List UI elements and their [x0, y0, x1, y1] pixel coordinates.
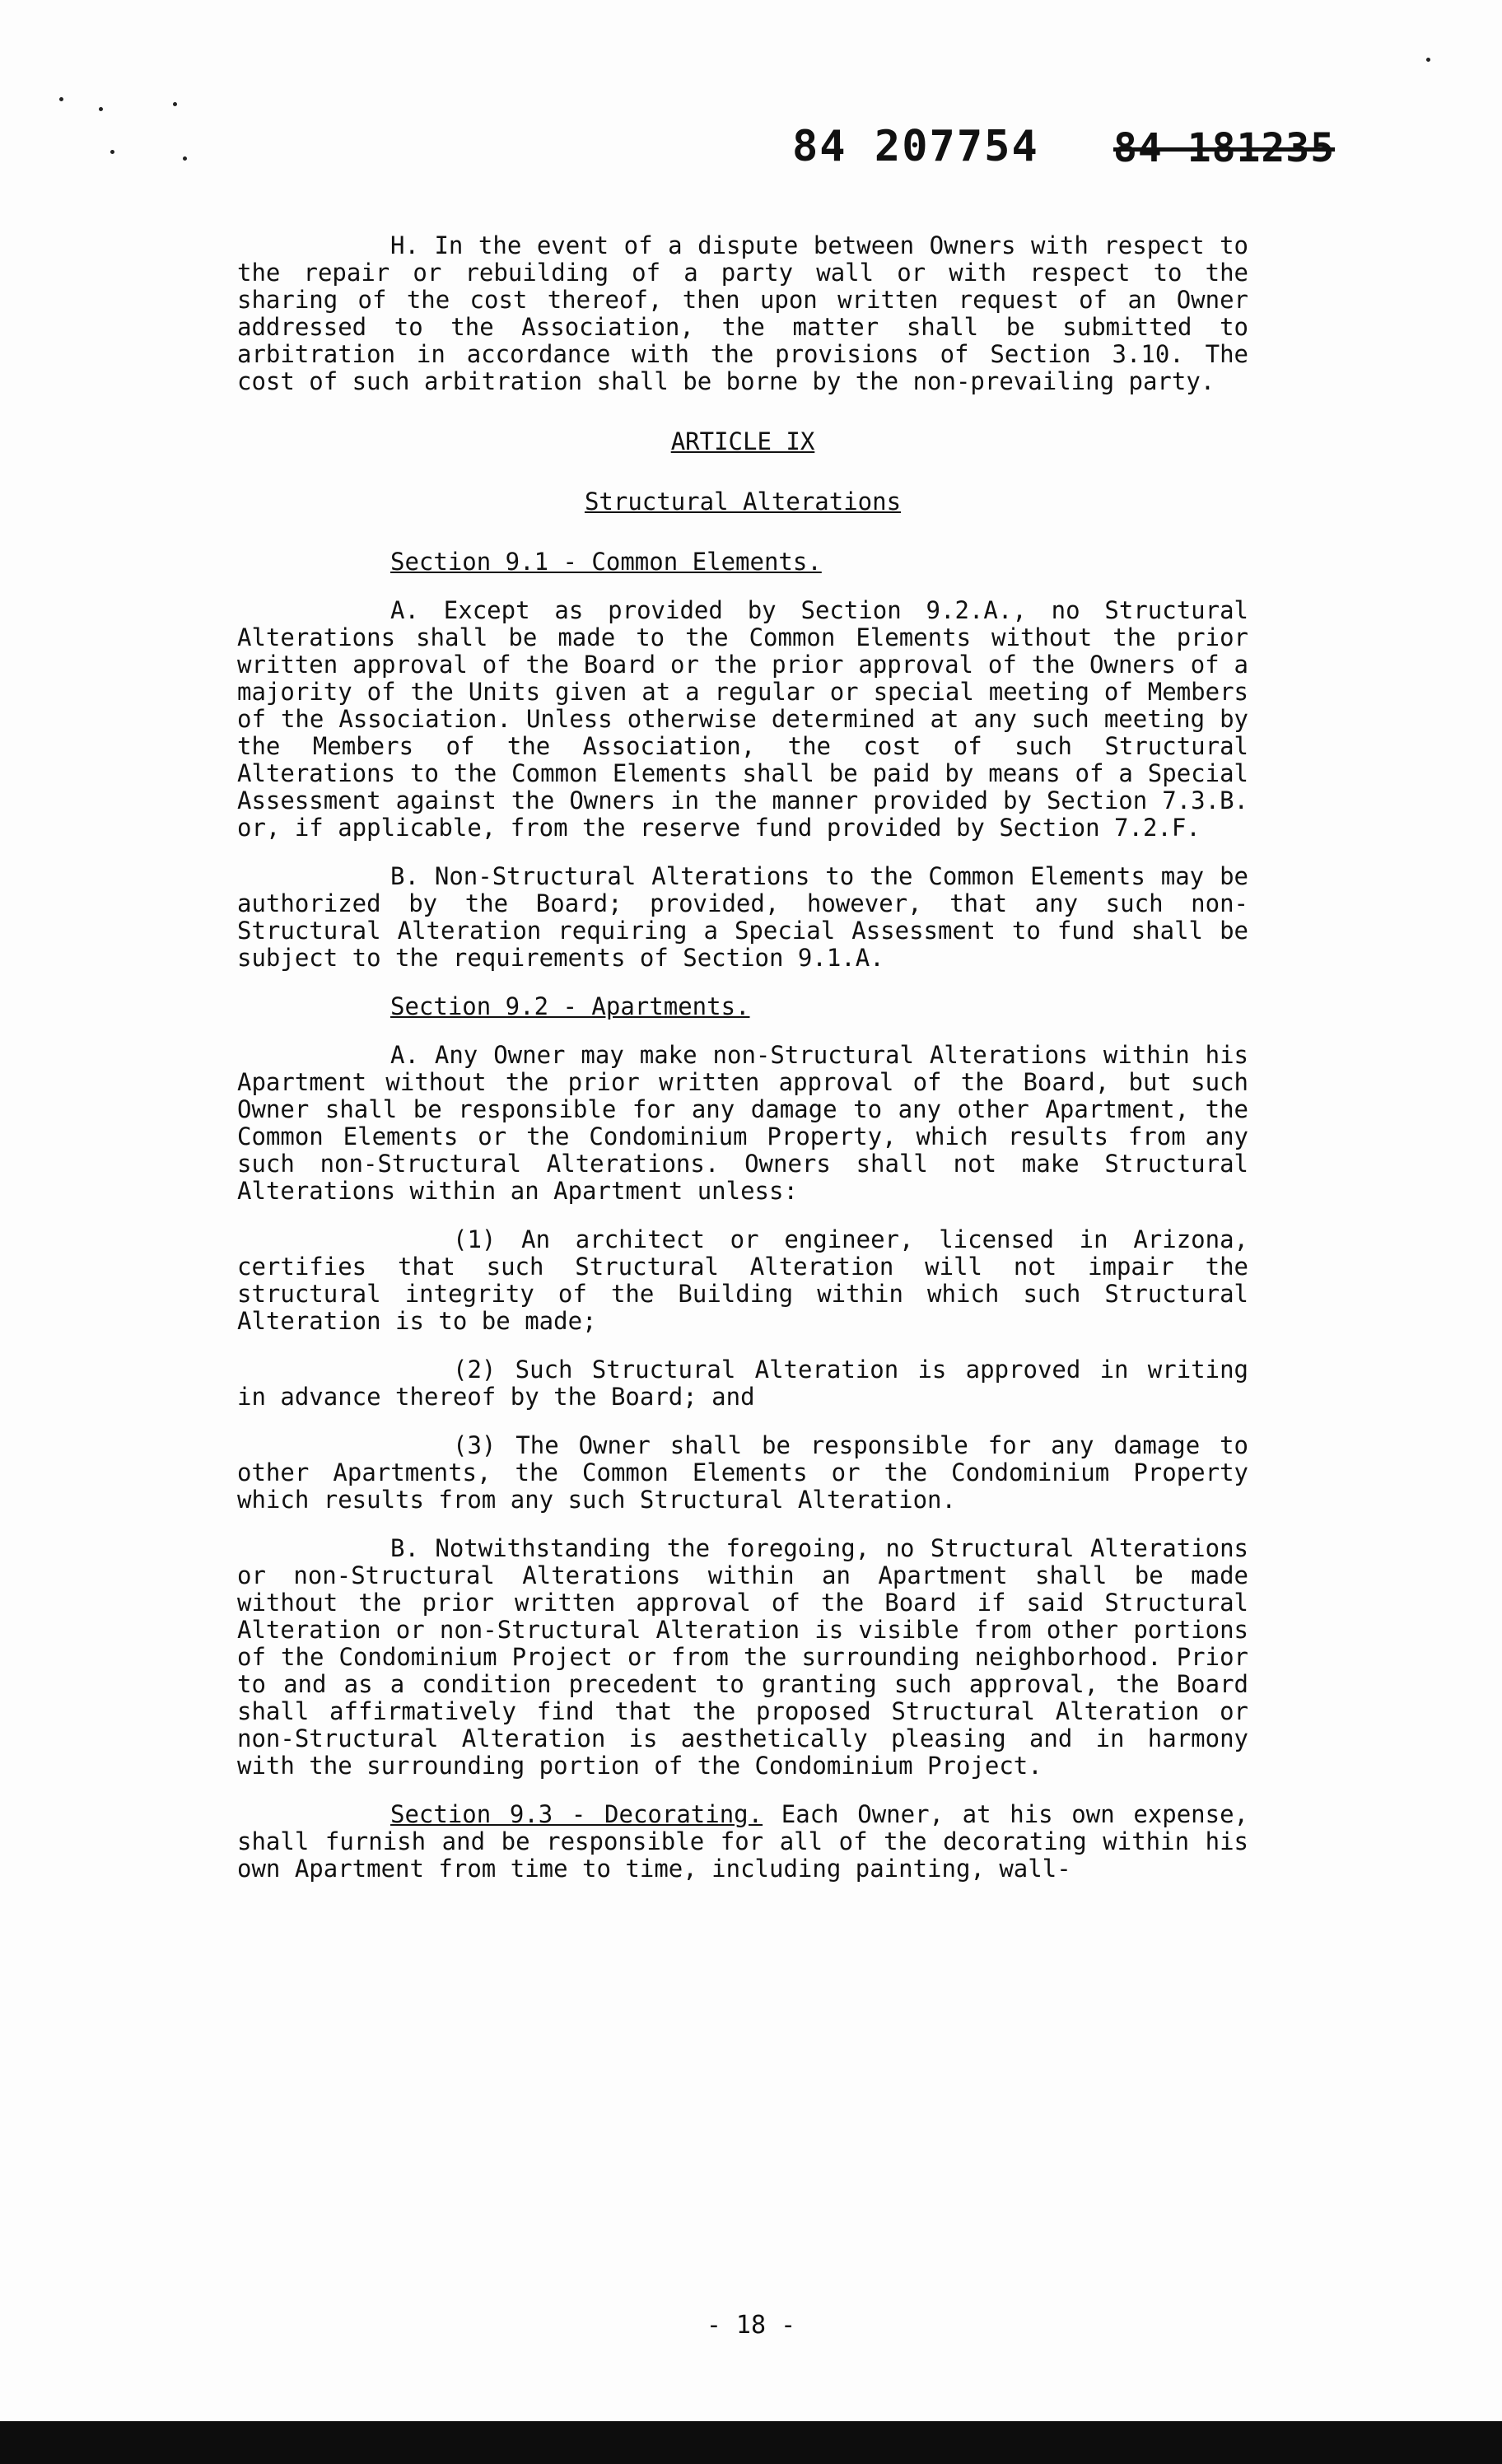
document-body: [237, 232, 1248, 1883]
section-9-2-heading: Section 9.2 - Apartments.: [390, 992, 750, 1020]
section-9-2-paragraph-a: A. Any Owner may make non-Structural Alterations within his Apartment without the prior written approval of the Board, but such Owner shall be responsible for any damage to any other Apartment, the Common Elements or the Condominium Property, which results from any such non-Structural Alterations. Owners shall not make Structural Alterations within an Apartment unless:: [237, 1041, 1248, 1205]
article-title: Structural Alterations: [584, 488, 902, 516]
scan-speck: [59, 97, 63, 101]
scan-speck: [110, 150, 114, 154]
scan-speck: [99, 107, 103, 111]
section-9-2-item-3: (3) The Owner shall be responsible for any damage to other Apartments, the Common Elements or the Condominium Property which results from any such Structural Alteration.: [237, 1431, 1248, 1514]
scan-bottom-border: [0, 2421, 1502, 2464]
paragraph-h: H. In the event of a dispute between Owners with respect to the repair or rebuilding of a party wall or with respect to the sharing of the cost thereof, then upon written request of an Owner addressed to the Association, the matter shall be submitted to arbitration in accordance with the provisions of Section 3.10. The cost of such arbitration shall be borne by the non-prevailing party.: [237, 231, 1248, 395]
section-9-3-text: Each Owner, at his own expense, shall furnish and be responsible for all of the decorating within his own Apartment from time to time, including painting, wall-: [237, 1800, 1248, 1883]
section-9-2-paragraph-b: B. Notwithstanding the foregoing, no Structural Alterations or non-Structural Alterations within an Apartment shall be made without the prior written approval of the Board if said Structural Alteration or non-Structural Alteration is visible from other portions of the Condominium Project or from the surrounding neighborhood. Prior to and as a condition precedent to granting such approval, the Board shall affirmatively find that the proposed Structural Alteration or non-Structural Alteration is aesthetically pleasing and in harmony with the surrounding portion of the Condominium Project.: [237, 1534, 1248, 1780]
scan-speck: [173, 102, 177, 106]
scan-speck: [1426, 58, 1430, 62]
section-9-3-heading: Section 9.3 - Decorating.: [390, 1800, 763, 1828]
section-9-1-heading: Section 9.1 - Common Elements.: [390, 548, 822, 576]
section-9-1-paragraph-b: B. Non-Structural Alterations to the Common Elements may be authorized by the Board; provided, however, that any such non-Structural Alteration requiring a Special Assessment to fund shall be subject to the requirements of Section 9.1.A.: [237, 862, 1248, 972]
section-9-3-paragraph: [237, 1801, 1248, 1883]
page-number: - 18 -: [706, 2311, 796, 2340]
article-number: ARTICLE IX: [670, 427, 815, 455]
section-9-1-paragraph-a: A. Except as provided by Section 9.2.A., no Structural Alterations shall be made to the Common Elements without the prior written approval of the Board or the prior approval of the Owners of a majority of the Units given at a regular or special meeting of Members of the Association. Unless otherwise determined at any such meeting by the Members of the Association, the cost of such Structural Alterations to the Common Elements shall be paid by means of a Special Assessment against the Owners in the manner provided by Section 7.3.B. or, if applicable, from the reserve fund provided by Section 7.2.F.: [237, 596, 1248, 842]
section-9-2-item-2: (2) Such Structural Alteration is approved in writing in advance thereof by the Board; and: [237, 1356, 1248, 1411]
section-9-2-item-1: (1) An architect or engineer, licensed in Arizona, certifies that such Structural Alteration will not impair the structural integrity of the Building within which such Structural Alteration is to be made;: [237, 1225, 1248, 1335]
struck-recording-number: 84 181235: [1113, 125, 1336, 171]
scan-speck: [183, 156, 187, 161]
recording-number: 84 207754: [792, 122, 1039, 171]
